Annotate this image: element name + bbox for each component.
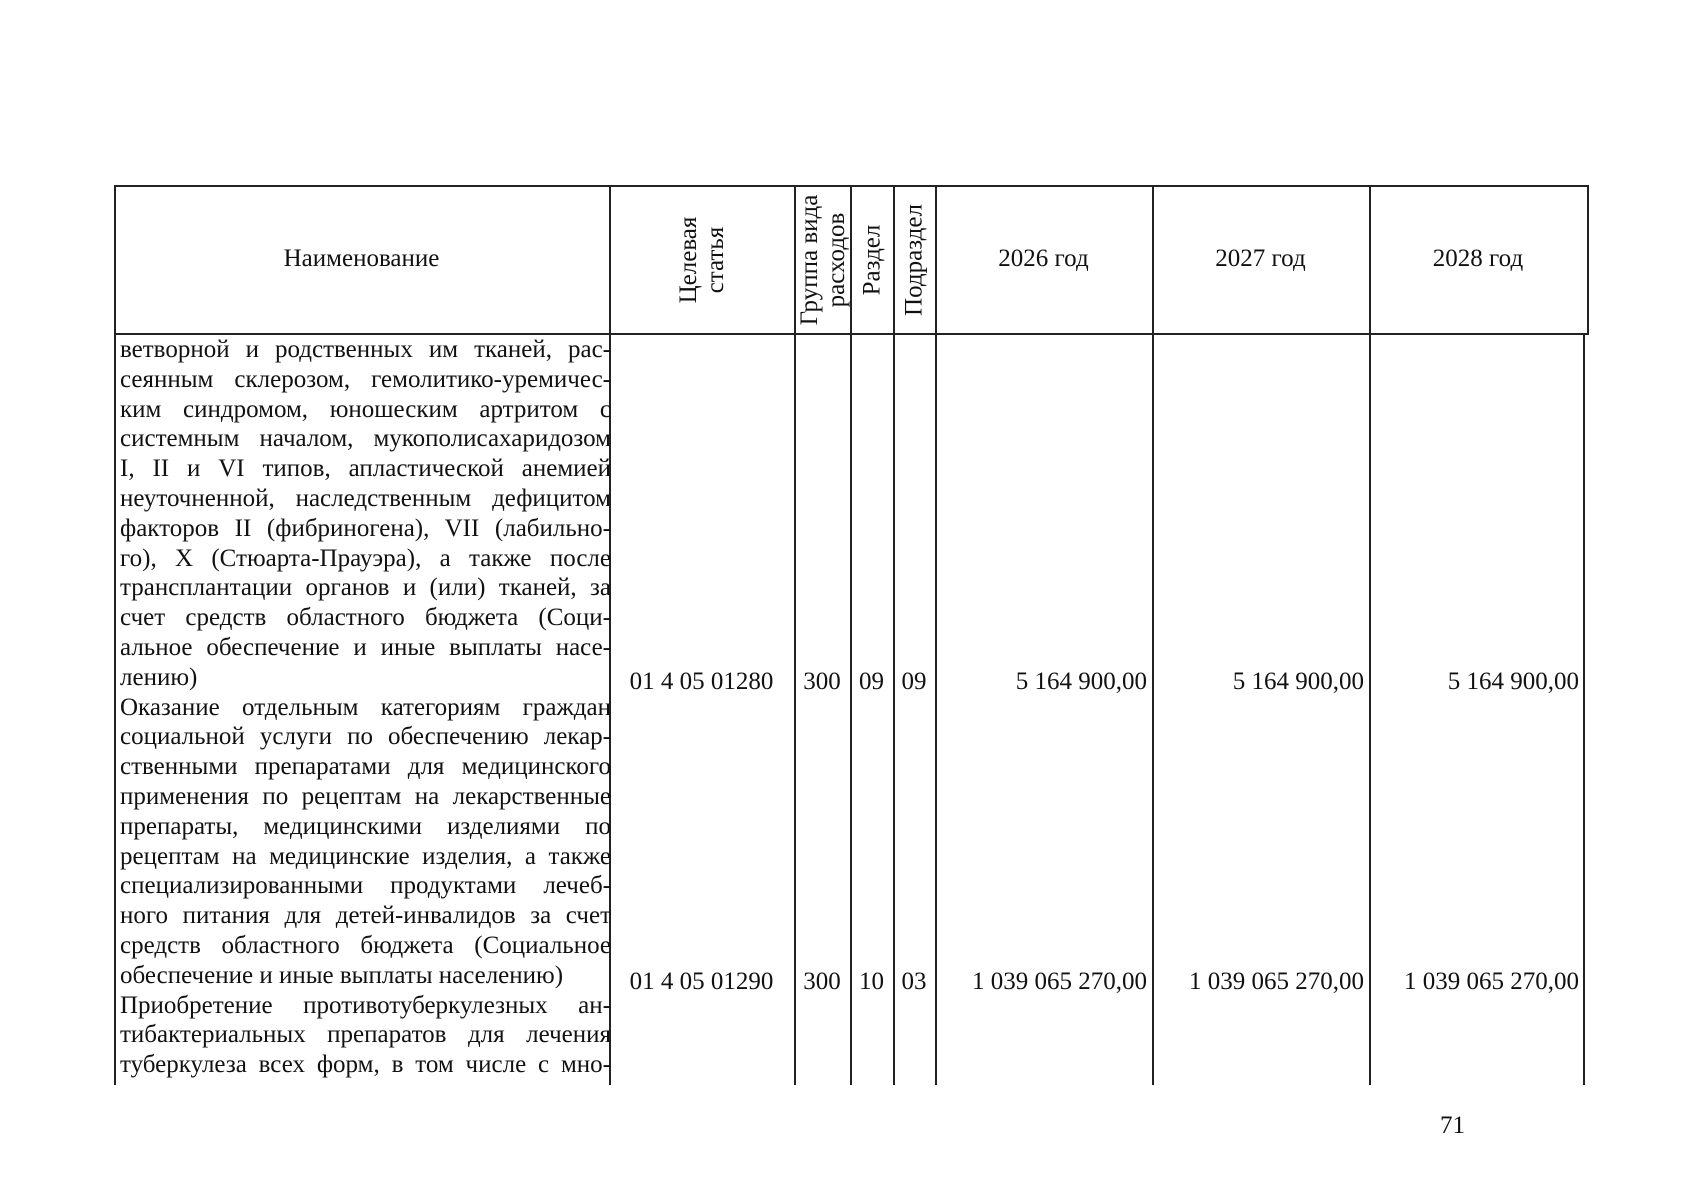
description-line: специализированными продуктами лечеб- — [120, 872, 611, 900]
target-article-cell: 01 4 05 01290 — [629, 968, 774, 995]
description-line: социальной услуги по обеспечению лекар- — [120, 723, 611, 751]
description-line: I, II и VI типов, апластической анемией — [120, 455, 611, 483]
description-line: туберкулеза всех форм, в том числе с мно- — [120, 1051, 611, 1079]
subsection-cell: 03 — [901, 968, 927, 995]
description-line: ветворной и родственных им тканей, рас- — [120, 336, 611, 363]
amount-2028-cell: 5 164 900,00 — [1447, 668, 1579, 695]
target-article-cell: 01 4 05 01280 — [629, 668, 774, 695]
description-line: системным началом, мукополисахаридозом — [120, 425, 611, 453]
header-year-2027: 2027 год — [1215, 245, 1306, 272]
header-expense-group: Группа вида расходов — [796, 194, 850, 326]
description-line: тибактериальных препаратов для лечения — [120, 1021, 611, 1049]
description-line: обеспечение и иные выплаты населению) — [120, 961, 564, 989]
description-line: сеянным склерозом, гемолитико-уремичес- — [120, 365, 611, 393]
description-line: лению) — [120, 663, 198, 691]
expense-group-cell: 300 — [803, 668, 841, 695]
description-line: препараты, медицинскими изделиями по — [120, 812, 611, 840]
header-target-article: Целевая статья — [675, 216, 729, 304]
description-line: ственными препаратами для медицинского — [120, 753, 611, 781]
description-line: Приобретение противотуберкулезных ан- — [120, 991, 611, 1019]
description-line: применения по рецептам на лекарственные — [120, 782, 611, 810]
description-line: неуточненной, наследственным дефицитом — [120, 484, 611, 512]
description-line: средств областного бюджета (Социальное — [120, 931, 611, 959]
section-cell: 10 — [859, 968, 884, 995]
amount-2028-cell: 1 039 065 270,00 — [1404, 968, 1579, 995]
description-line: факторов II (фибриногена), VII (лабильно- — [120, 514, 611, 542]
header-name: Наименование — [283, 245, 440, 272]
section-cell: 09 — [859, 668, 884, 695]
amount-2026-cell: 1 039 065 270,00 — [972, 968, 1147, 995]
description-line: Оказание отдельным категориям граждан — [120, 693, 611, 721]
description-line: го), X (Стюарта-Прауэра), а также после — [120, 544, 611, 572]
description-line: ного питания для детей-инвалидов за счет — [120, 902, 611, 930]
amount-2027-cell: 5 164 900,00 — [1232, 668, 1364, 695]
description-line: счет средств областного бюджета (Соци- — [120, 604, 611, 632]
description-line: альное обеспечение и иные выплаты насе- — [120, 633, 611, 661]
description-line: рецептам на медицинские изделия, а также — [120, 842, 611, 870]
subsection-cell: 09 — [901, 668, 927, 695]
description-text — [120, 335, 611, 1080]
amount-2027-cell: 1 039 065 270,00 — [1189, 968, 1364, 995]
header-year-2026: 2026 год — [998, 245, 1089, 272]
budget-table — [114, 185, 1589, 1085]
expense-group-cell: 300 — [803, 968, 841, 995]
page-number: 71 — [1440, 1112, 1465, 1139]
header-subsection: Подраздел — [900, 204, 928, 316]
header-section: Раздел — [858, 224, 886, 296]
description-line: ким синдромом, юношеским артритом с — [120, 395, 611, 423]
header-year-2028: 2028 год — [1432, 245, 1524, 272]
amount-2026-cell: 5 164 900,00 — [1015, 668, 1147, 695]
description-line: трансплантации органов и (или) тканей, за — [120, 574, 611, 602]
